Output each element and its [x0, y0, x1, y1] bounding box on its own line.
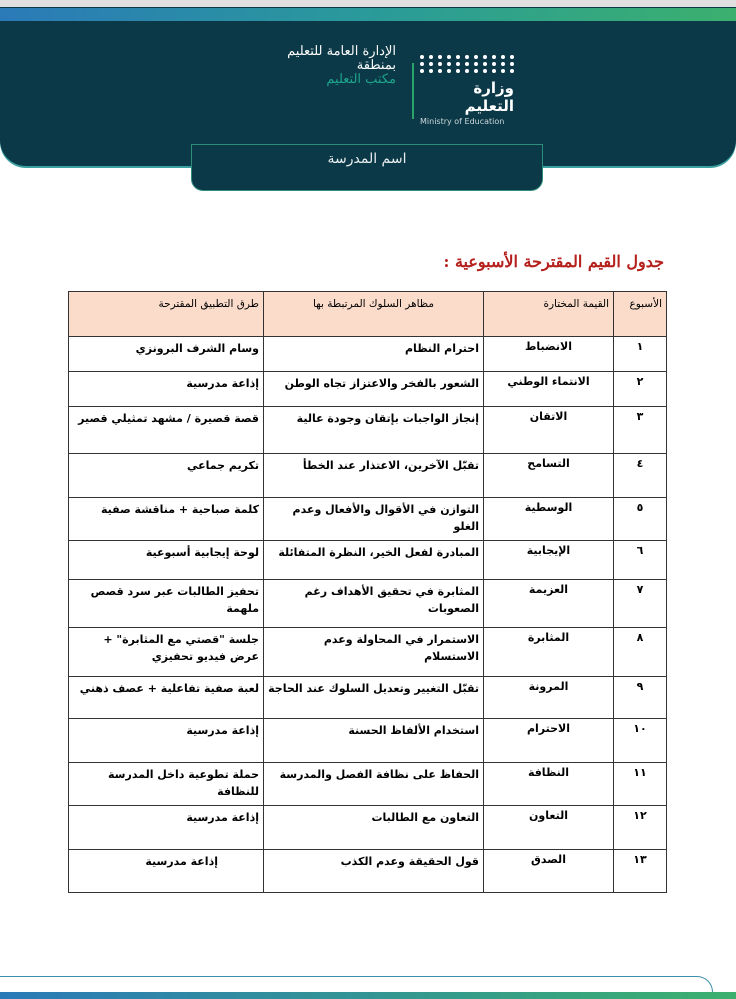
week-cell: ١١ [614, 763, 667, 806]
behavior-cell: قول الحقيقة وعدم الكذب [264, 850, 484, 893]
method-cell: كلمة صباحية + مناقشة صفية [69, 498, 264, 541]
table-row [69, 628, 667, 677]
method-cell: إذاعة مدرسية [69, 372, 264, 407]
week-cell: ١ [614, 337, 667, 372]
behavior-cell: الاستمرار في المحاولة وعدم الاستسلام [264, 628, 484, 677]
method-cell: جلسة "قصتي مع المثابرة" + عرض فيديو تحفيزي [69, 628, 264, 677]
behavior-cell: التوازن في الأقوال والأفعال وعدم الغلو [264, 498, 484, 541]
method-cell: تحفيز الطالبات عبر سرد قصص ملهمة [69, 580, 264, 628]
behavior-cell: تقبّل التغيير وتعديل السلوك عند الحاجة [264, 677, 484, 719]
table-row [69, 580, 667, 628]
table-row [69, 719, 667, 763]
week-cell: ١٢ [614, 806, 667, 850]
dept-line-3: مكتب التعليم [326, 72, 396, 87]
behavior-cell: استخدام الألفاظ الحسنة [264, 719, 484, 763]
week-cell: ٩ [614, 677, 667, 719]
week-cell: ٨ [614, 628, 667, 677]
week-cell: ٦ [614, 541, 667, 580]
method-cell: لوحة إيجابية أسبوعية [69, 541, 264, 580]
header-week: الأسبوع [614, 292, 667, 337]
header-gradient-strip [0, 8, 736, 21]
values-table [68, 291, 667, 893]
table-row [69, 677, 667, 719]
dept-line-2: بمنطقة [356, 58, 396, 73]
school-name-box: اسم المدرسة [191, 144, 543, 191]
week-cell: ٤ [614, 454, 667, 498]
method-cell: حملة تطوعية داخل المدرسة للنظافة [69, 763, 264, 806]
value-cell: النظافة [484, 763, 614, 806]
table-row [69, 806, 667, 850]
table-row [69, 337, 667, 372]
behavior-cell: الشعور بالفخر والاعتزاز تجاه الوطن [264, 372, 484, 407]
method-cell: إذاعة مدرسية [69, 850, 264, 893]
value-cell: العزيمة [484, 580, 614, 628]
week-cell: ٧ [614, 580, 667, 628]
ministry-name-en: Ministry of Education [420, 117, 505, 126]
behavior-cell: التعاون مع الطالبات [264, 806, 484, 850]
week-cell: ١٣ [614, 850, 667, 893]
value-cell: الانضباط [484, 337, 614, 372]
week-cell: ٣ [614, 407, 667, 454]
table-row [69, 763, 667, 806]
value-cell: التعاون [484, 806, 614, 850]
value-cell: المثابرة [484, 628, 614, 677]
behavior-cell: احترام النظام [264, 337, 484, 372]
value-cell: المرونة [484, 677, 614, 719]
method-cell: تكريم جماعي [69, 454, 264, 498]
department-block [287, 45, 396, 87]
value-cell: الصدق [484, 850, 614, 893]
dept-line-1: الإدارة العامة للتعليم [287, 44, 396, 59]
ministry-logo [420, 55, 520, 126]
ministry-name-ar: وزارة التعليم [464, 79, 514, 115]
header-value: القيمة المختارة [484, 292, 614, 337]
behavior-cell: المثابرة في تحقيق الأهداف رغم الصعوبات [264, 580, 484, 628]
week-cell: ٢ [614, 372, 667, 407]
value-cell: الاتقان [484, 407, 614, 454]
method-cell: إذاعة مدرسية [69, 719, 264, 763]
header-methods: طرق التطبيق المقترحة [69, 292, 264, 337]
behavior-cell: تقبّل الآخرين، الاعتذار عند الخطأ [264, 454, 484, 498]
top-bar [0, 0, 736, 7]
value-cell: الانتماء الوطني [484, 372, 614, 407]
table-row [69, 407, 667, 454]
table-header-row [69, 292, 667, 337]
method-cell: وسام الشرف البرونزي [69, 337, 264, 372]
logo-dots-icon [420, 55, 520, 73]
header-behavior: مظاهر السلوك المرتبطة بها [264, 292, 484, 337]
table-row [69, 541, 667, 580]
footer-frame [0, 976, 713, 992]
behavior-cell: المبادرة لفعل الخير، النظرة المتفائلة [264, 541, 484, 580]
page-title: جدول القيم المقترحة الأسبوعية : [443, 252, 664, 271]
table-row [69, 850, 667, 893]
footer-gradient-strip [0, 992, 736, 999]
value-cell: الوسطية [484, 498, 614, 541]
week-cell: ٥ [614, 498, 667, 541]
method-cell: لعبة صفية تفاعلية + عصف ذهني [69, 677, 264, 719]
table-row [69, 498, 667, 541]
week-cell: ١٠ [614, 719, 667, 763]
behavior-cell: إنجاز الواجبات بإتقان وجودة عالية [264, 407, 484, 454]
table-row [69, 372, 667, 407]
value-cell: الإيجابية [484, 541, 614, 580]
table-row [69, 454, 667, 498]
behavior-cell: الحفاظ على نظافة الفصل والمدرسة [264, 763, 484, 806]
logo-divider [412, 63, 414, 119]
method-cell: قصة قصيرة / مشهد تمثيلي قصير [69, 407, 264, 454]
method-cell: إذاعة مدرسية [69, 806, 264, 850]
value-cell: التسامح [484, 454, 614, 498]
value-cell: الاحترام [484, 719, 614, 763]
